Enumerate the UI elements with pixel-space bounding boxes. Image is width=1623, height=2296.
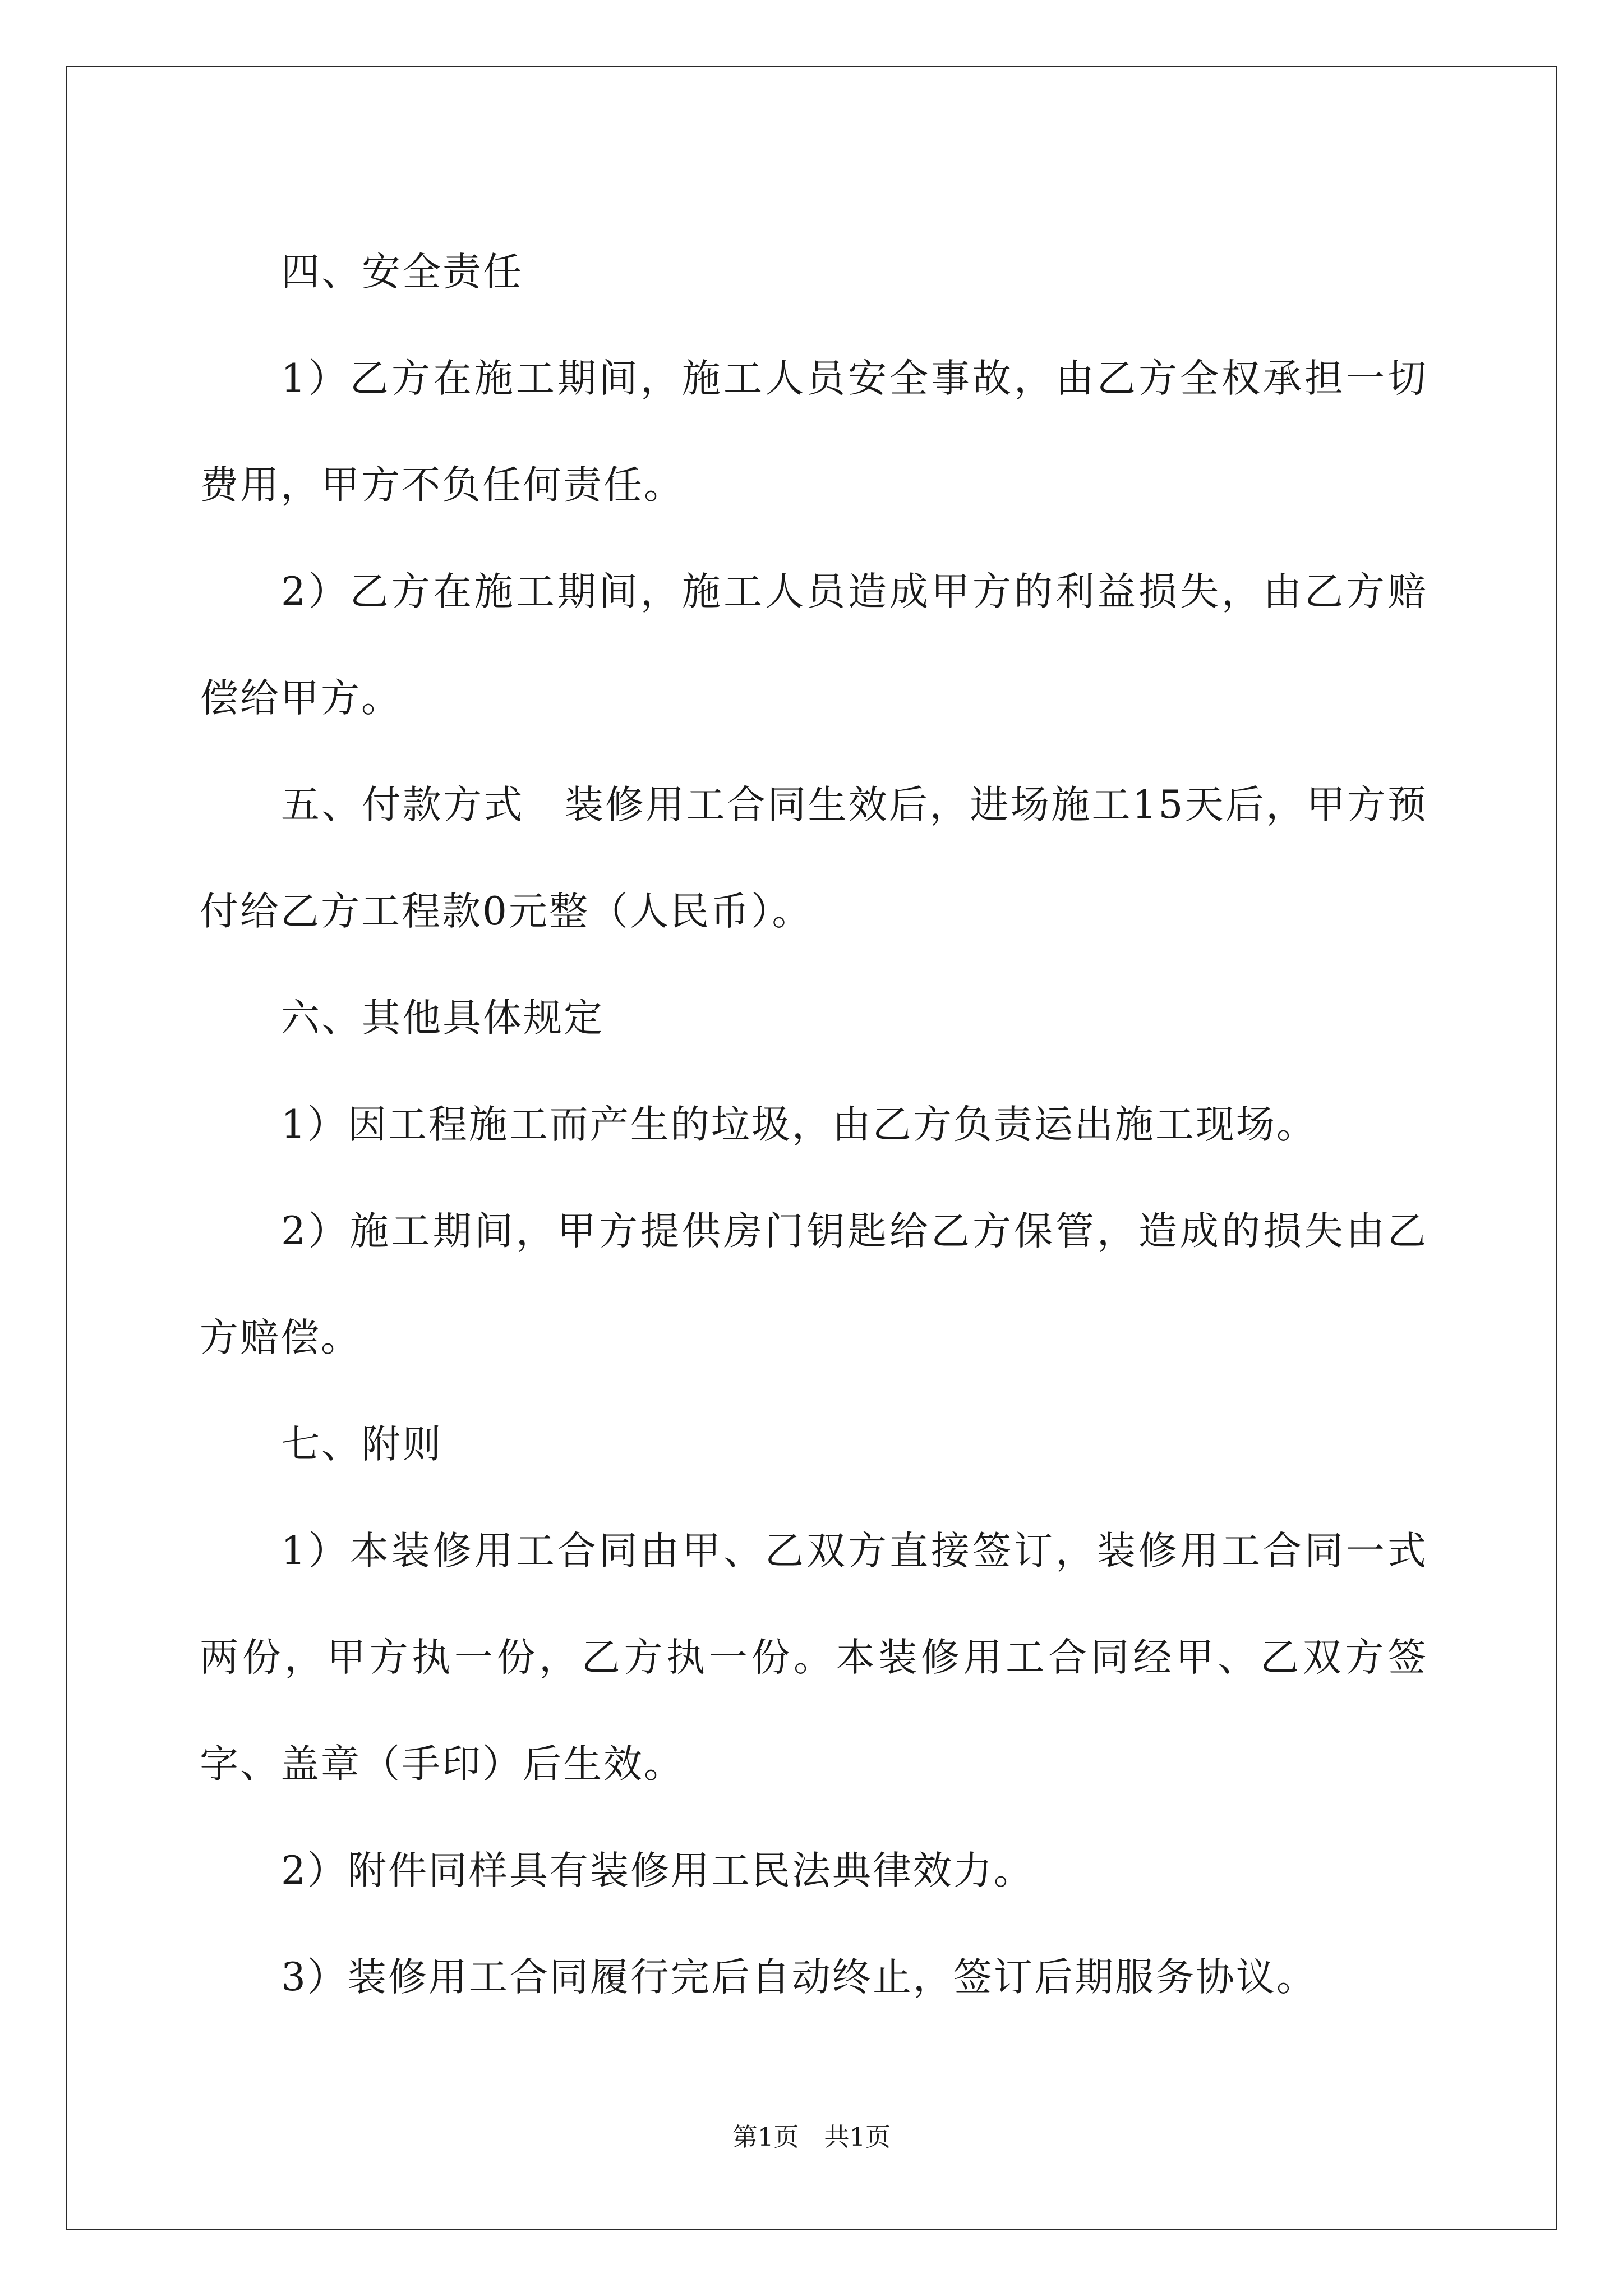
clause-other-2: 2）施工期间，甲方提供房门钥匙给乙方保管，造成的损失由乙方赔偿。 xyxy=(200,1209,1428,1360)
clause-safety-1: 1）乙方在施工期间，施工人员安全事故，由乙方全权承担一切费用，甲方不负任何责任。 xyxy=(200,356,1428,508)
clause-appendix-3: 3）装修用工合同履行完后自动终止，签订后期服务协议。 xyxy=(281,1955,1317,2000)
clause-safety-2: 2）乙方在施工期间，施工人员造成甲方的利益损失，由乙方赔偿给甲方。 xyxy=(200,569,1428,721)
page-number-footer: 第1页 共1页 xyxy=(732,2122,891,2152)
document-body xyxy=(200,219,1428,2031)
clause-appendix-2: 2）附件同样具有装修用工民法典律效力。 xyxy=(281,1848,1034,1893)
clause-other-1: 1）因工程施工而产生的垃圾，由乙方负责运出施工现场。 xyxy=(281,1102,1317,1147)
section-heading-appendix: 七、附则 xyxy=(281,1422,442,1467)
section-payment: 五、付款方式 装修用工合同生效后，进场施工15天后，甲方预付给乙方工程款0元整（人民币）。 xyxy=(200,783,1428,934)
section-heading-safety: 四、安全责任 xyxy=(281,250,523,295)
clause-appendix-1: 1）本装修用工合同由甲、乙双方直接签订，装修用工合同一式两份，甲方执一份，乙方执一份。本装修用工合同经甲、乙双方签字、盖章（手印）后生效。 xyxy=(200,1529,1428,1787)
section-heading-other: 六、其他具体规定 xyxy=(281,996,604,1041)
